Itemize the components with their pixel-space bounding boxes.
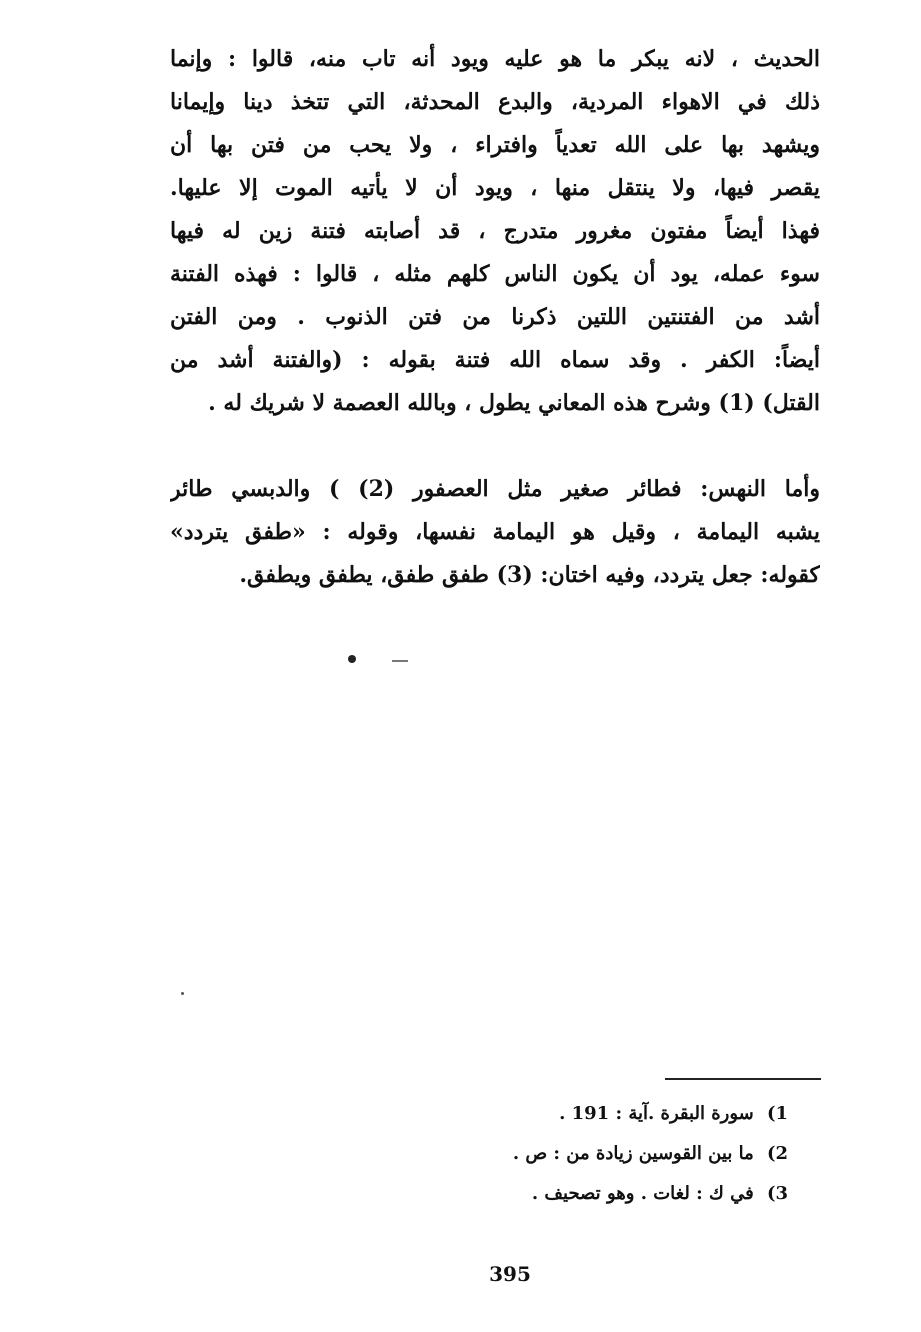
footnotes — [420, 1094, 788, 1214]
print-speck — [181, 992, 184, 995]
footnote-divider — [665, 1078, 821, 1080]
text-line: القتل) (1) وشرح هذه المعاني يطول ، وبالله العصمة لا شريك له . — [208, 390, 820, 416]
footnote-text: في ك : لغات . وهو تصحيف . — [531, 1183, 754, 1204]
text-line: كقوله: جعل يتردد، وفيه اختان: (3) طفق طفق، يطفق ويطفق. — [239, 562, 820, 588]
footnote-number: 2) — [766, 1143, 788, 1164]
text-line: أيضاً: الكفر . وقد سماه الله فتنة بقوله : (والفتنة أشد من — [170, 347, 820, 373]
footnote-text: ما بين القوسين زيادة من : ص . — [512, 1143, 754, 1164]
footnote-item — [420, 1094, 788, 1134]
footnote-item — [420, 1134, 788, 1174]
text-line: الحديث ، لانه يبكر ما هو عليه ويود أنه تاب منه، قالوا : وإنما — [170, 46, 820, 72]
text-line: سوء عمله، يود أن يكون الناس كلهم مثله ، قالوا : فهذه الفتنة — [170, 261, 820, 287]
text-line: يشبه اليمامة ، وقيل هو اليمامة نفسها، وقوله : «طفق يتردد» — [170, 519, 820, 545]
paragraph-2 — [170, 468, 820, 597]
section-end-ornament — [348, 655, 356, 663]
text-line: ويشهد بها على الله تعدياً وافتراء ، ولا يحب من فتن بها أن — [170, 132, 820, 158]
text-line: أشد من الفتنتين اللتين ذكرنا من فتن الذنوب . ومن الفتن — [170, 304, 820, 330]
text-line: فهذا أيضاً مفتون مغرور متدرج ، قد أصابته فتنة زين له فيها — [170, 218, 820, 244]
section-end-ornament-stroke — [392, 660, 408, 662]
paragraph-1 — [170, 38, 820, 425]
footnote-number: 3) — [766, 1183, 788, 1204]
footnote-item — [420, 1174, 788, 1214]
page-number: 395 — [489, 1262, 531, 1286]
text-line: ذلك في الاهواء المردية، والبدع المحدثة، التي تتخذ دينا وإيمانا — [170, 89, 820, 115]
footnote-text: سورة البقرة .آية : 191 . — [559, 1103, 754, 1124]
text-line: وأما النهس: فطائر صغير مثل العصفور (2) ) والدبسي طائر — [170, 476, 820, 502]
footnote-number: 1) — [766, 1103, 788, 1124]
text-line: يقصر فيها، ولا ينتقل منها ، ويود أن لا يأتيه الموت إلا عليها. — [170, 175, 820, 201]
